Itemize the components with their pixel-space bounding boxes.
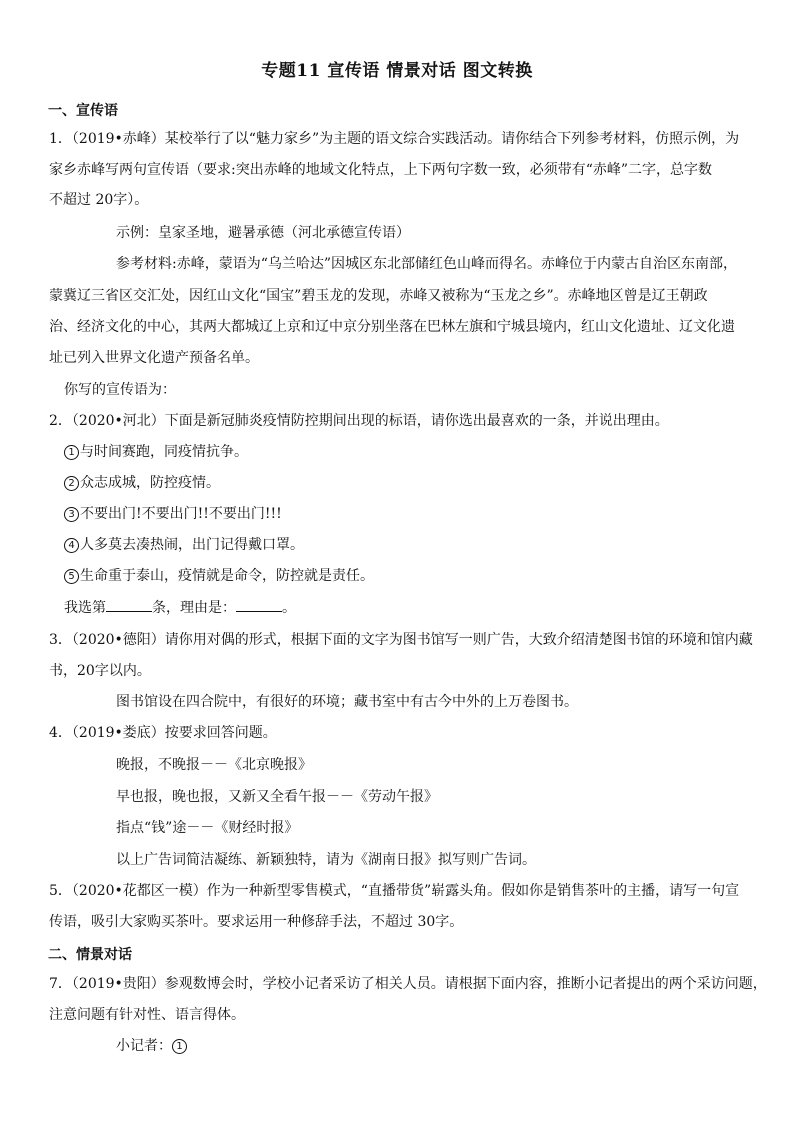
circled-number: 5 [64,569,79,584]
q4-ad-3: 指点“钱”途－－《财经时报》 [116,820,299,836]
q2-answer-line [64,599,296,616]
q5-line-1: 5．（2020•花都区一模）作为一种新型零售模式，“直播带货”崭露头角。假如你是销售茶叶的主播，请写一句宣 [49,883,740,899]
q2-option-3 [64,506,282,522]
section-heading-slogan: 一、宣传语 [48,103,118,119]
q7-reporter-label: 小记者： [116,1038,172,1054]
q1-line-3: 不超过 20字）。 [49,192,149,208]
q3-line-1: 3．（2020•德阳）请你用对偶的形式，根据下面的文字为图书馆写一则广告，大致介绍清楚图书馆的环境和馆内藏 [49,632,753,648]
circled-number: 4 [64,538,79,553]
q4-ad-2: 早也报，晚也报，又新又全看午报－－《劳动午报》 [116,789,438,805]
q3-line-3: 图书馆设在四合院中，有很好的环境；藏书室中有古今中外的上万卷图书。 [116,694,578,710]
q4-task: 以上广告词简洁凝练、新颖独特，请为《湖南日报》拟写则广告词。 [116,852,536,868]
q1-answer-prompt: 你写的宣传语为： [64,382,176,398]
q2-option-text: 生命重于泰山，疫情就是命令，防控就是责任。 [80,568,374,584]
q3-line-2: 书，20字以内。 [49,663,151,679]
q2-option-2 [64,475,220,491]
circled-number: 3 [64,507,79,522]
q2-reason-label: 条，理由是： [152,600,236,616]
q2-end-mark: 。 [282,600,296,616]
q1-material-line-4: 址已列入世界文化遗产预备名单。 [49,350,259,366]
q2-option-5 [64,568,374,584]
q2-option-text: 不要出门!不要出门!!不要出门!!! [80,506,282,522]
q1-material-line-3: 治、经济文化的中心，其两大都城辽上京和辽中京分别坐落在巴林左旗和宁城县境内，红山文化遗址、辽文化遗 [49,319,735,335]
circled-number: 2 [64,476,79,491]
q2-option-1 [64,444,248,460]
q7-line-1: 7．（2019•贵阳）参观数博会时，学校小记者采访了相关人员。请根据下面内容，推断小记者提出的两个采访问题， [49,976,767,992]
q7-line-2: 注意问题有针对性、语言得体。 [49,1007,245,1023]
q2-option-4 [64,537,304,553]
section-heading-dialogue: 二、情景对话 [48,947,132,963]
page-title: 专题11 宣传语 情景对话 图文转换 [261,61,533,81]
q2-choose-label: 我选第 [64,600,106,616]
answer-blank[interactable] [236,599,282,612]
circled-number: 1 [64,445,79,460]
q1-example: 示例：皇家圣地，避暑承德（河北承德宣传语） [116,225,410,241]
q1-material-line-2: 蒙冀辽三省区交汇处，因红山文化“国宝”碧玉龙的发现，赤峰又被称为“玉龙之乡”。赤峰地区曾是辽王朝政 [49,288,708,304]
answer-blank[interactable] [106,599,152,612]
q2-option-text: 与时间赛跑，同疫情抗争。 [80,444,248,460]
q2-option-text: 人多莫去凑热闹，出门记得戴口罩。 [80,537,304,553]
circled-number: 1 [172,1039,187,1054]
q1-line-1: 1．（2019•赤峰）某校举行了以“魅力家乡”为主题的语文综合实践活动。请你结合下列参考材料，仿照示例，为 [49,131,740,147]
q1-material-line-1: 参考材料:赤峰，蒙语为“乌兰哈达”因城区东北部储红色山峰而得名。赤峰位于内蒙古自治区东南部， [116,256,738,272]
q7-line-3 [116,1038,188,1054]
q5-line-2: 传语，吸引大家购买茶叶。要求运用一种修辞手法，不超过 30字。 [49,914,464,930]
q2-line-1: 2．（2020•河北）下面是新冠肺炎疫情防控期间出现的标语，请你选出最喜欢的一条，并说出理由。 [49,413,669,429]
q2-option-text: 众志成城，防控疫情。 [80,475,220,491]
q4-ad-1: 晚报，不晚报－－《北京晚报》 [116,757,312,773]
q4-line-1: 4．（2019•娄底）按要求回答问题。 [49,725,277,741]
q1-line-2: 家乡赤峰写两句宣传语（要求:突出赤峰的地域文化特点，上下两句字数一致，必须带有“赤峰”二字，总字数 [49,162,713,178]
